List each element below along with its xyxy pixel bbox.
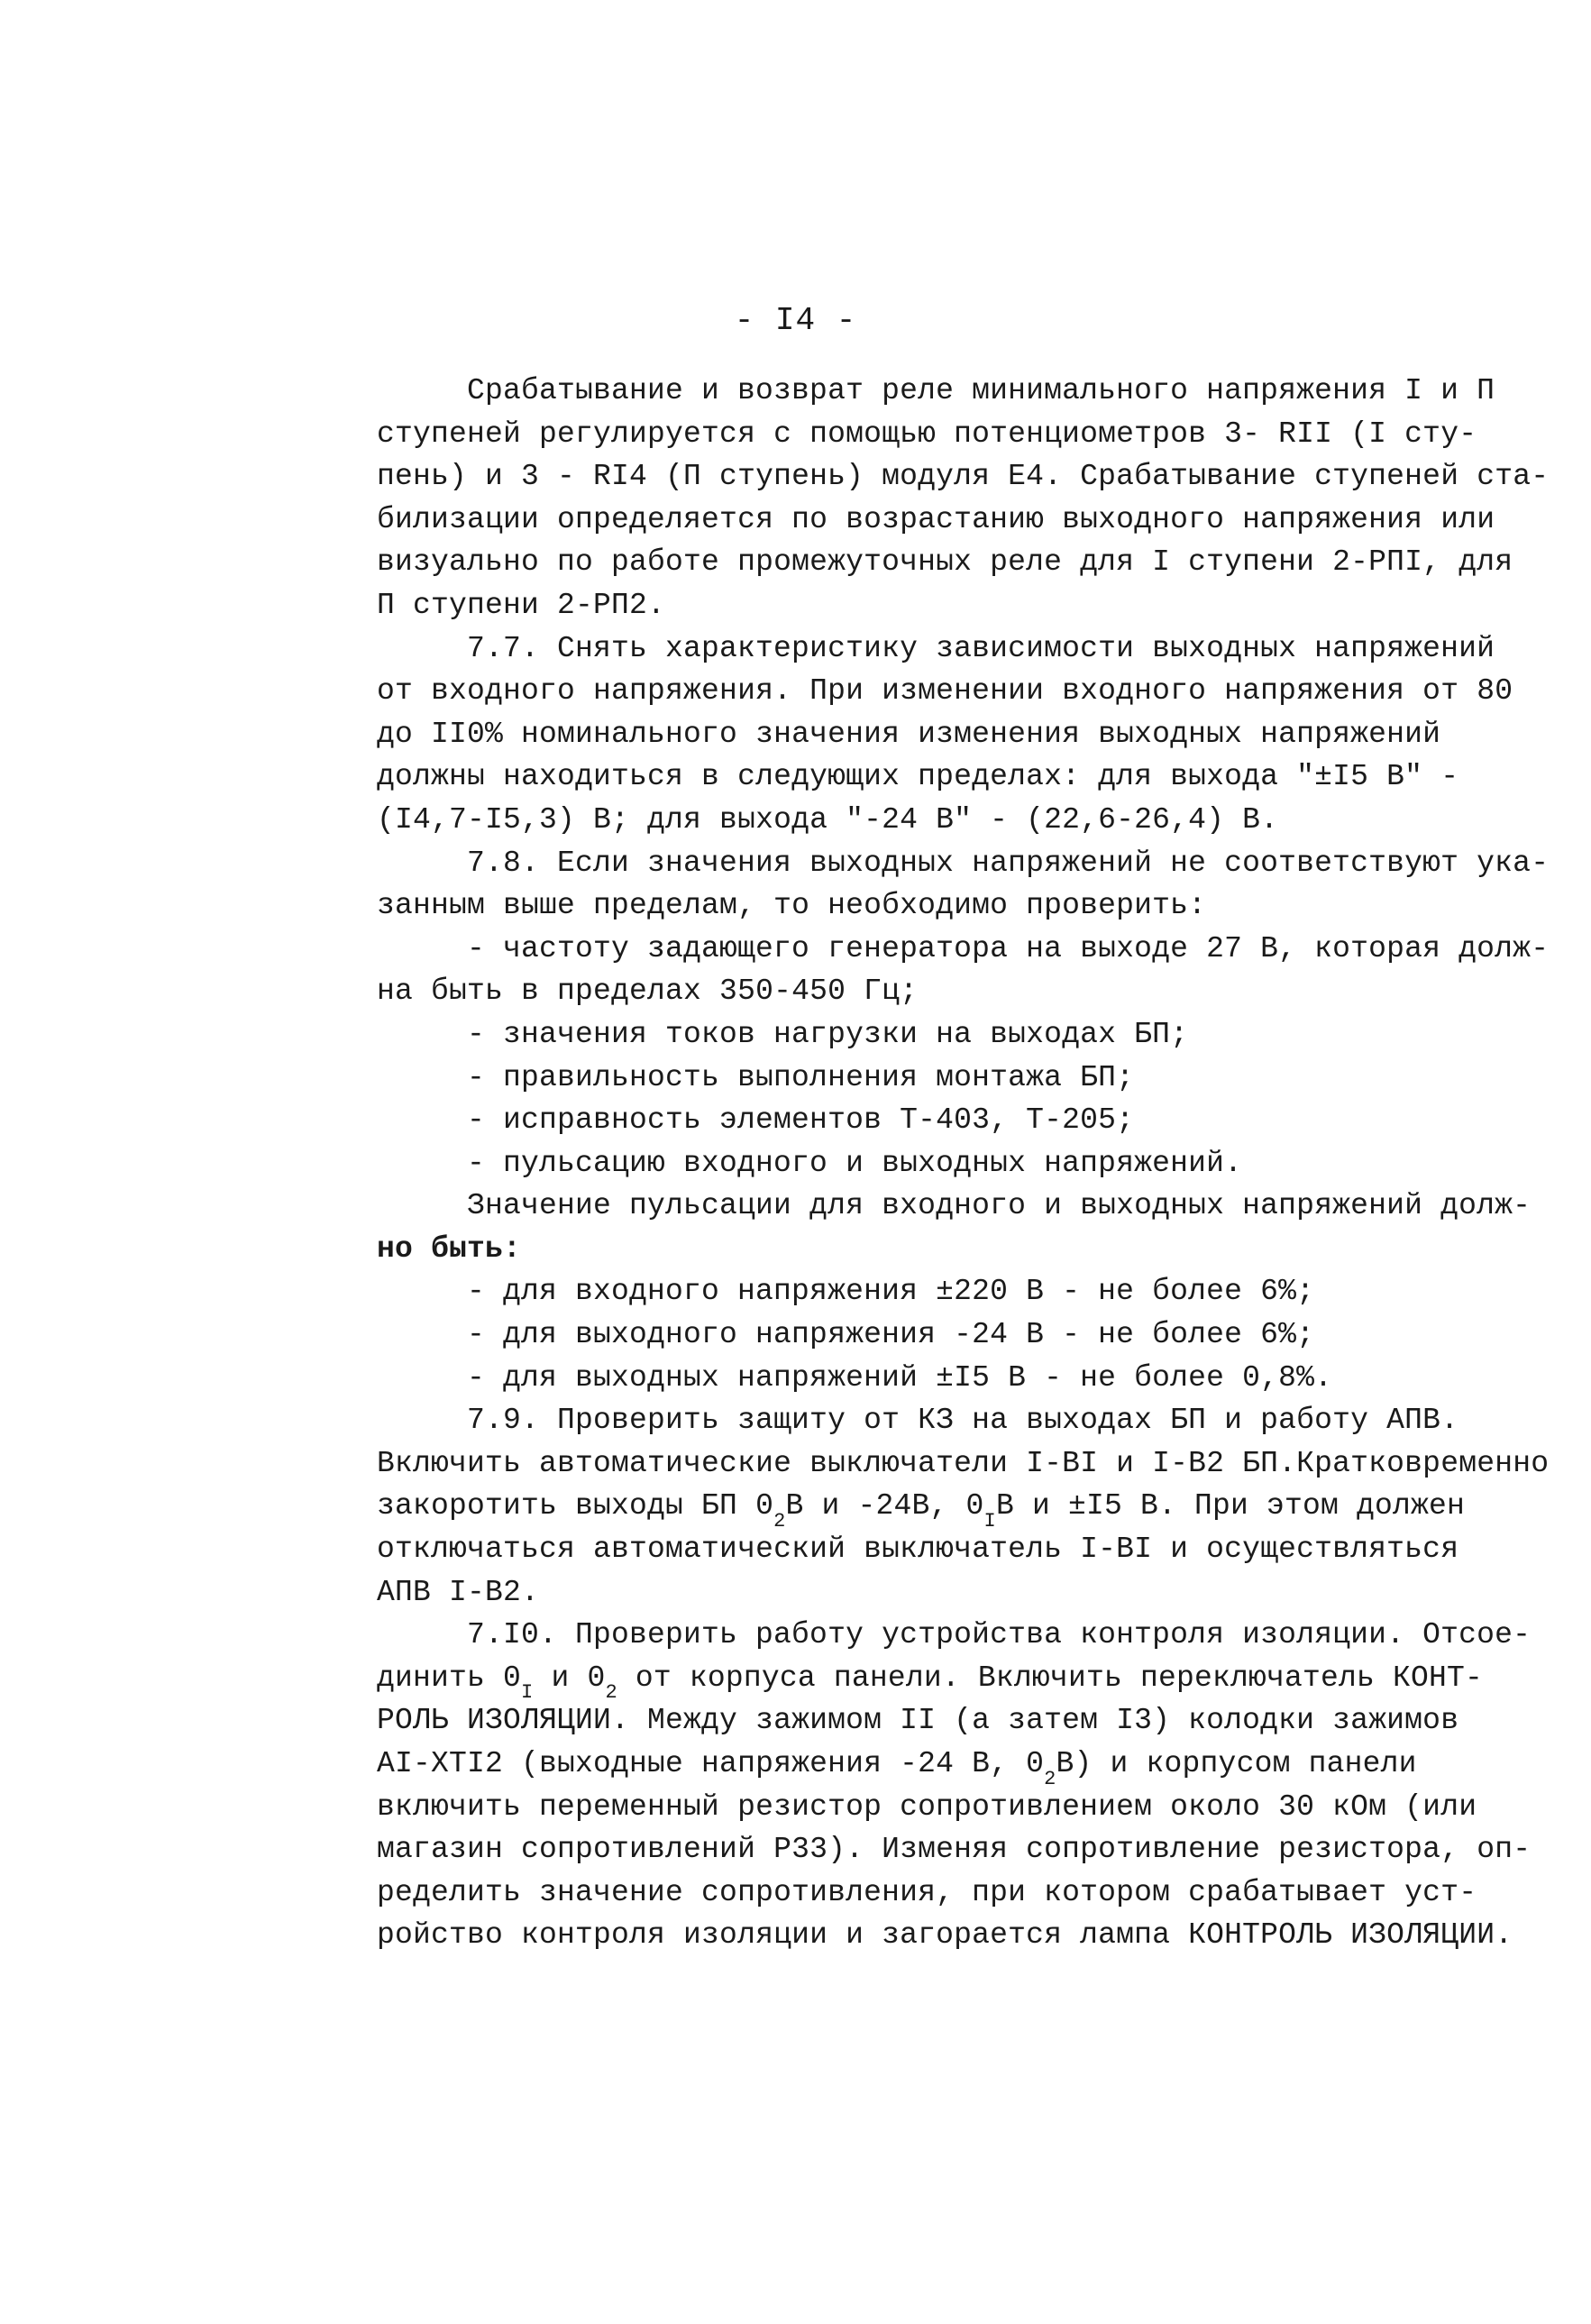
text-line-with-subscripts	[377, 1485, 1522, 1533]
text-segment: от корпуса панели. Включить переключатель КОНТ-	[617, 1661, 1484, 1695]
text-line: магазин сопротивлений Р33). Изменяя сопротивление резистора, оп-	[377, 1833, 1532, 1867]
list-item: - исправность элементов Т-403, Т-205;	[467, 1103, 1135, 1138]
text-line: (I4,7-I5,3) В; для выхода "-24 В" - (22,6-26,4) В.	[377, 802, 1279, 837]
list-item: - для входного напряжения ±220 В - не более 6%;	[467, 1275, 1315, 1309]
text-line: но быть:	[377, 1231, 522, 1266]
text-line-with-subscripts	[377, 1743, 1522, 1790]
text-line: П ступени 2-РП2.	[377, 588, 666, 622]
text-segment: динить 0	[377, 1661, 522, 1695]
text-line-with-subscripts	[377, 1657, 1522, 1705]
text-line: включить переменный резистор сопротивлением около 30 кОм (или	[377, 1789, 1477, 1824]
list-item: - пульсацию входного и выходных напряжений.	[467, 1146, 1243, 1180]
list-item: - для выходных напряжений ±I5 В - не более 0,8%.	[467, 1360, 1333, 1395]
text-line: до II0% номинального значения изменения выходных напряжений	[377, 717, 1441, 751]
text-segment: В и -24В, 0	[785, 1489, 984, 1523]
text-line: Значение пульсации для входного и выходных напряжений долж-	[467, 1189, 1532, 1223]
text-segment: В и ±I5 В. При этом должен	[995, 1489, 1466, 1523]
section-7-8-heading-line: 7.8. Если значения выходных напряжений не соответствуют ука-	[467, 846, 1550, 880]
text-line: РОЛЬ ИЗОЛЯЦИИ. Между зажимом II (а затем I3) колодки зажимов	[377, 1704, 1459, 1738]
text-line: ступеней регулируется с помощью потенциометров 3- RII (I сту-	[377, 416, 1477, 451]
text-segment: и 0	[533, 1661, 606, 1695]
text-line: отключаться автоматический выключатель I-BI и осуществляться	[377, 1533, 1459, 1567]
list-item: - значения токов нагрузки на выходах БП;	[467, 1017, 1189, 1051]
text-line: билизации определяется по возрастанию выходного напряжения или	[377, 502, 1495, 536]
text-segment: AI-XTI2 (выходные напряжения -24 В, 0	[377, 1747, 1045, 1780]
subscript: 2	[773, 1510, 786, 1533]
text-line: занным выше пределам, то необходимо проверить:	[377, 889, 1207, 923]
text-line: на быть в пределах 350-450 Гц;	[377, 974, 919, 1009]
subscript: I	[521, 1681, 534, 1705]
page-number: - I4 -	[734, 302, 857, 339]
list-item: - для выходного напряжения -24 В - не более 6%;	[467, 1318, 1315, 1352]
text-line: Срабатывание и возврат реле минимального напряжения I и П	[467, 374, 1495, 407]
text-line: визуально по работе промежуточных реле для I ступени 2-РПI, для	[377, 545, 1513, 580]
section-7-10-heading-line: 7.I0. Проверить работу устройства контроля изоляции. Отсое-	[467, 1618, 1532, 1652]
text-line: должны находиться в следующих пределах: для выхода "±I5 В" -	[377, 760, 1459, 794]
section-7-9-heading-line: 7.9. Проверить защиту от КЗ на выходах БП и работу АПВ.	[467, 1404, 1459, 1438]
list-item: - правильность выполнения монтажа БП;	[467, 1060, 1135, 1094]
text-line: Включить автоматические выключатели I-BI и I-B2 БП.Кратковременно	[377, 1446, 1550, 1480]
text-line: ределить значение сопротивления, при котором срабатывает уст-	[377, 1875, 1477, 1909]
text-segment: В) и корпусом панели	[1056, 1747, 1417, 1780]
text-line: от входного напряжения. При изменении входного напряжения от 80	[377, 674, 1513, 709]
text-line: АПВ I-B2.	[377, 1575, 540, 1609]
body-text	[377, 370, 1550, 1957]
text-line: пень) и 3 - RI4 (П ступень) модуля Е4. Срабатывание ступеней ста-	[377, 460, 1550, 494]
list-item: - частоту задающего генератора на выходе 27 В, которая долж-	[467, 931, 1550, 965]
section-7-7-heading-line: 7.7. Снять характеристику зависимости выходных напряжений	[467, 631, 1495, 665]
text-segment: закоротить выходы БП 0	[377, 1489, 774, 1523]
subscript: I	[983, 1510, 996, 1533]
subscript: 2	[605, 1681, 617, 1705]
text-line: ройство контроля изоляции и загорается лампа КОНТРОЛЬ ИЗОЛЯЦИИ.	[377, 1918, 1513, 1953]
subscript: 2	[1044, 1767, 1056, 1790]
